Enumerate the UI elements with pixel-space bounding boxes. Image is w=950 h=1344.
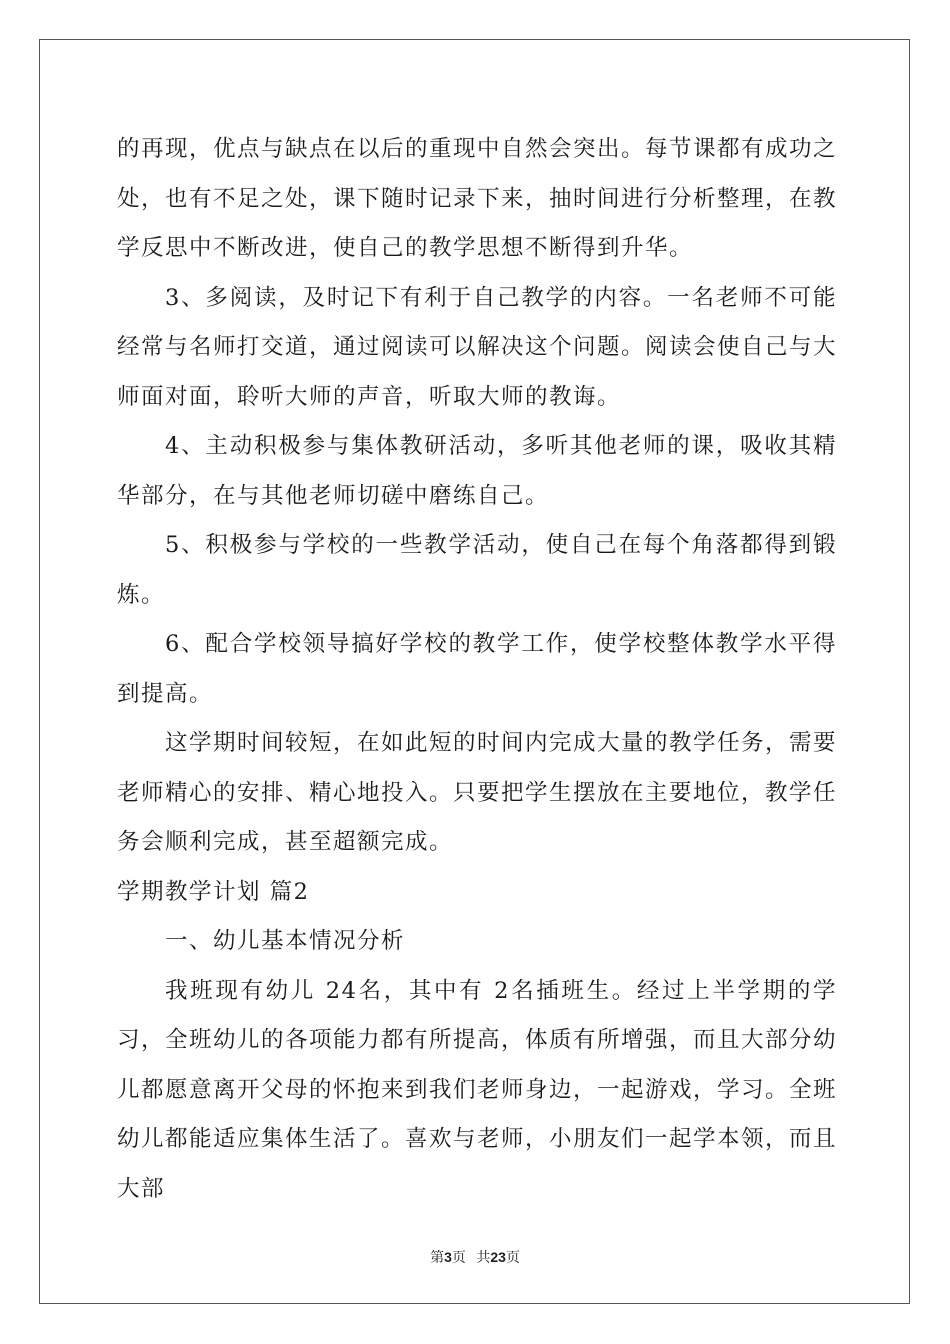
footer-total-prefix: 共 [476,1251,491,1266]
paragraph: 这学期时间较短，在如此短的时间内完成大量的教学任务，需要老师精心的安排、精心地投入。只要把学生摆放在主要地位，教学任务会顺利完成，甚至超额完成。 [117,730,838,855]
section-heading: 学期教学计划 篇2 [117,878,310,905]
paragraph: 4、主动积极参与集体教研活动，多听其他老师的课，吸收其精华部分，在与其他老师切磋中磨练自己。 [117,433,837,509]
paragraph: 6、配合学校领导搞好学校的教学工作，使学校整体教学水平得到提高。 [117,631,837,707]
footer-page-number: 3 [444,1249,452,1265]
subheading: 一、幼儿基本情况分析 [165,928,406,954]
paragraph: 5、积极参与学校的一些教学活动，使自己在每个角落都得到锻炼。 [117,532,837,608]
page-footer [0,1247,950,1267]
footer-prefix: 第 [430,1251,445,1266]
footer-total-pages: 23 [490,1249,506,1265]
paragraph: 我班现有幼儿 24名，其中有 2名插班生。经过上半学期的学习，全班幼儿的各项能力都有所提高，体质有所增强，而且大部分幼儿都愿意离开父母的怀抱来到我们老师身边，一起游戏，学习。全班幼儿都能适应集体生活了。喜欢与老师，小朋友们一起学本领，而且大部 [117,977,838,1202]
paragraph: 的再现，优点与缺点在以后的重现中自然会突出。每节课都有成功之处，也有不足之处，课下随时记录下来，抽时间进行分析整理，在教学反思中不断改进，使自己的教学思想不断得到升华。 [117,136,838,261]
footer-page-suffix: 页 [451,1251,466,1266]
footer-total-suffix: 页 [505,1251,520,1266]
paragraph: 3、多阅读，及时记下有利于自己教学的内容。一名老师不可能经常与名师打交道，通过阅读可以解决这个问题。阅读会使自己与大师面对面，聆听大师的声音，听取大师的教诲。 [117,284,838,410]
document-body [117,125,837,1214]
